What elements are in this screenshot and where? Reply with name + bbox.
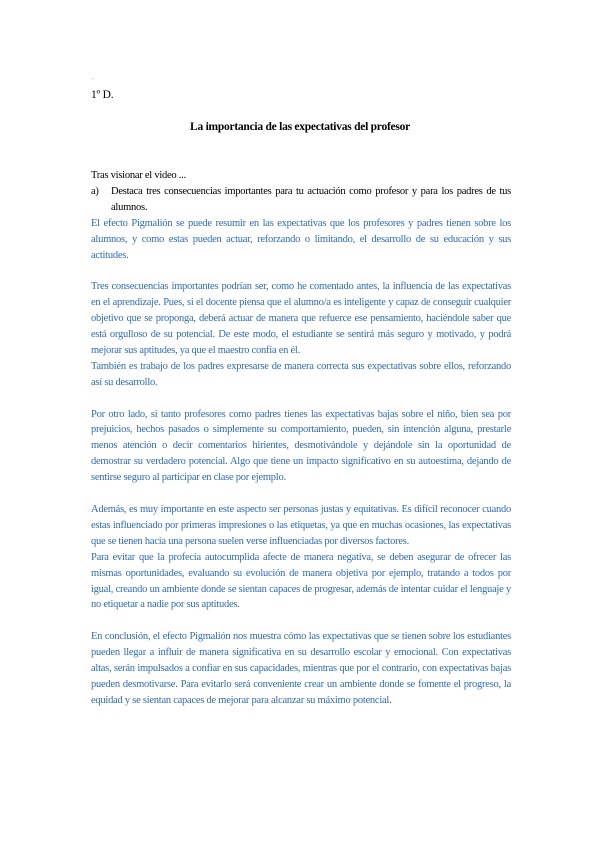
answer-paragraph-3: También es trabajo de los padres expresarse de manera correcta sus expectativas sobre ellos, reforzando así su desarrollo.: [91, 360, 511, 388]
page-dot-mark: .: [92, 73, 94, 81]
answer-paragraph-7: En conclusión, el efecto Pigmalión nos muestra cómo las expectativas que se tienen sobre los estudiantes pueden llegar a influir de manera significativa en su desarrollo escolar y emocional. Con expectativas altas, serán impulsados a confiar en sus capacidades, mientras que por el contrario, con expectativas bajas pueden desmotivarse. Para evitarlo será conveniente crear un ambiente donde se fomente el progreso, la equidad y se sientan capaces de mejorar para alcanzar su máximo potencial.: [91, 631, 511, 706]
answer-paragraph-1: El efecto Pigmalión se puede resumir en las expectativas que los profesores y padres tienen sobre los alumnos, y como estas pueden actuar, reforzando o limitando, el desarrollo de su educación y sus actitudes.: [91, 217, 511, 261]
question-a: [91, 184, 511, 216]
answer-paragraph-2: Tres consecuencias importantes podrían ser, como he comentado antes, la influencia de las expectativas en el aprendizaje. Pues, si el docente piensa que el alumno/a es inteligente y capaz de conseguir cualquier objetivo que se proponga, deberá actuar de manera que refuerce ese pensamiento, haciéndole saber que está orgulloso de su potencial. De este modo, el estudiante se sentirá más seguro y motivado, y podrá mejorar sus aptitudes, ya que el maestro confía en él.: [91, 281, 511, 356]
answer-paragraph-4: Por otro lado, si tanto profesores como padres tienes las expectativas bajas sobre el niño, bien sea por prejuicios, hechos pasados o simplemente su comportamiento, pueden, sin intención alguna, prestarle menos atención o decir comentarios hirientes, desmotivándole y dejándole sin la oportunidad de demostrar su verdadero potencial. Algo que tiene un impacto significativo en su autoestima, dejando de sentirse seguro al participar en clase por ejemplo.: [91, 408, 511, 484]
document-title: La importancia de las expectativas del profesor: [190, 121, 410, 133]
answer-paragraph-6: Para evitar que la profecía autocumplida afecte de manera negativa, se deben asegurar de ofrecer las mismas oportunidades, evaluando su evolución de manera objetiva por ejemplo, tratando a todos por igual, creando un ambiente donde se sientan capaces de progresar, además de intentar cuidar el lenguaje y no etiquetar a nadie por sus aptitudes.: [91, 551, 511, 611]
class-group-label: 1º D.: [91, 89, 114, 101]
document-body: [91, 168, 511, 709]
question-text: Destaca tres consecuencias importantes para tu actuación como profesor y para los padres de tus alumnos.: [111, 185, 511, 213]
intro-line: Tras visionar el video ...: [91, 170, 186, 181]
question-label: a): [91, 185, 99, 197]
answer-paragraph-5: Además, es muy importante en este aspecto ser personas justas y equitativas. Es difícil reconocer cuando estas influenciado por primeras impresiones o las etiquetas, ya que en muchas ocasiones, las expectativas que se tienen hacia una persona suelen verse influenciadas por diversos factores.: [91, 503, 511, 547]
